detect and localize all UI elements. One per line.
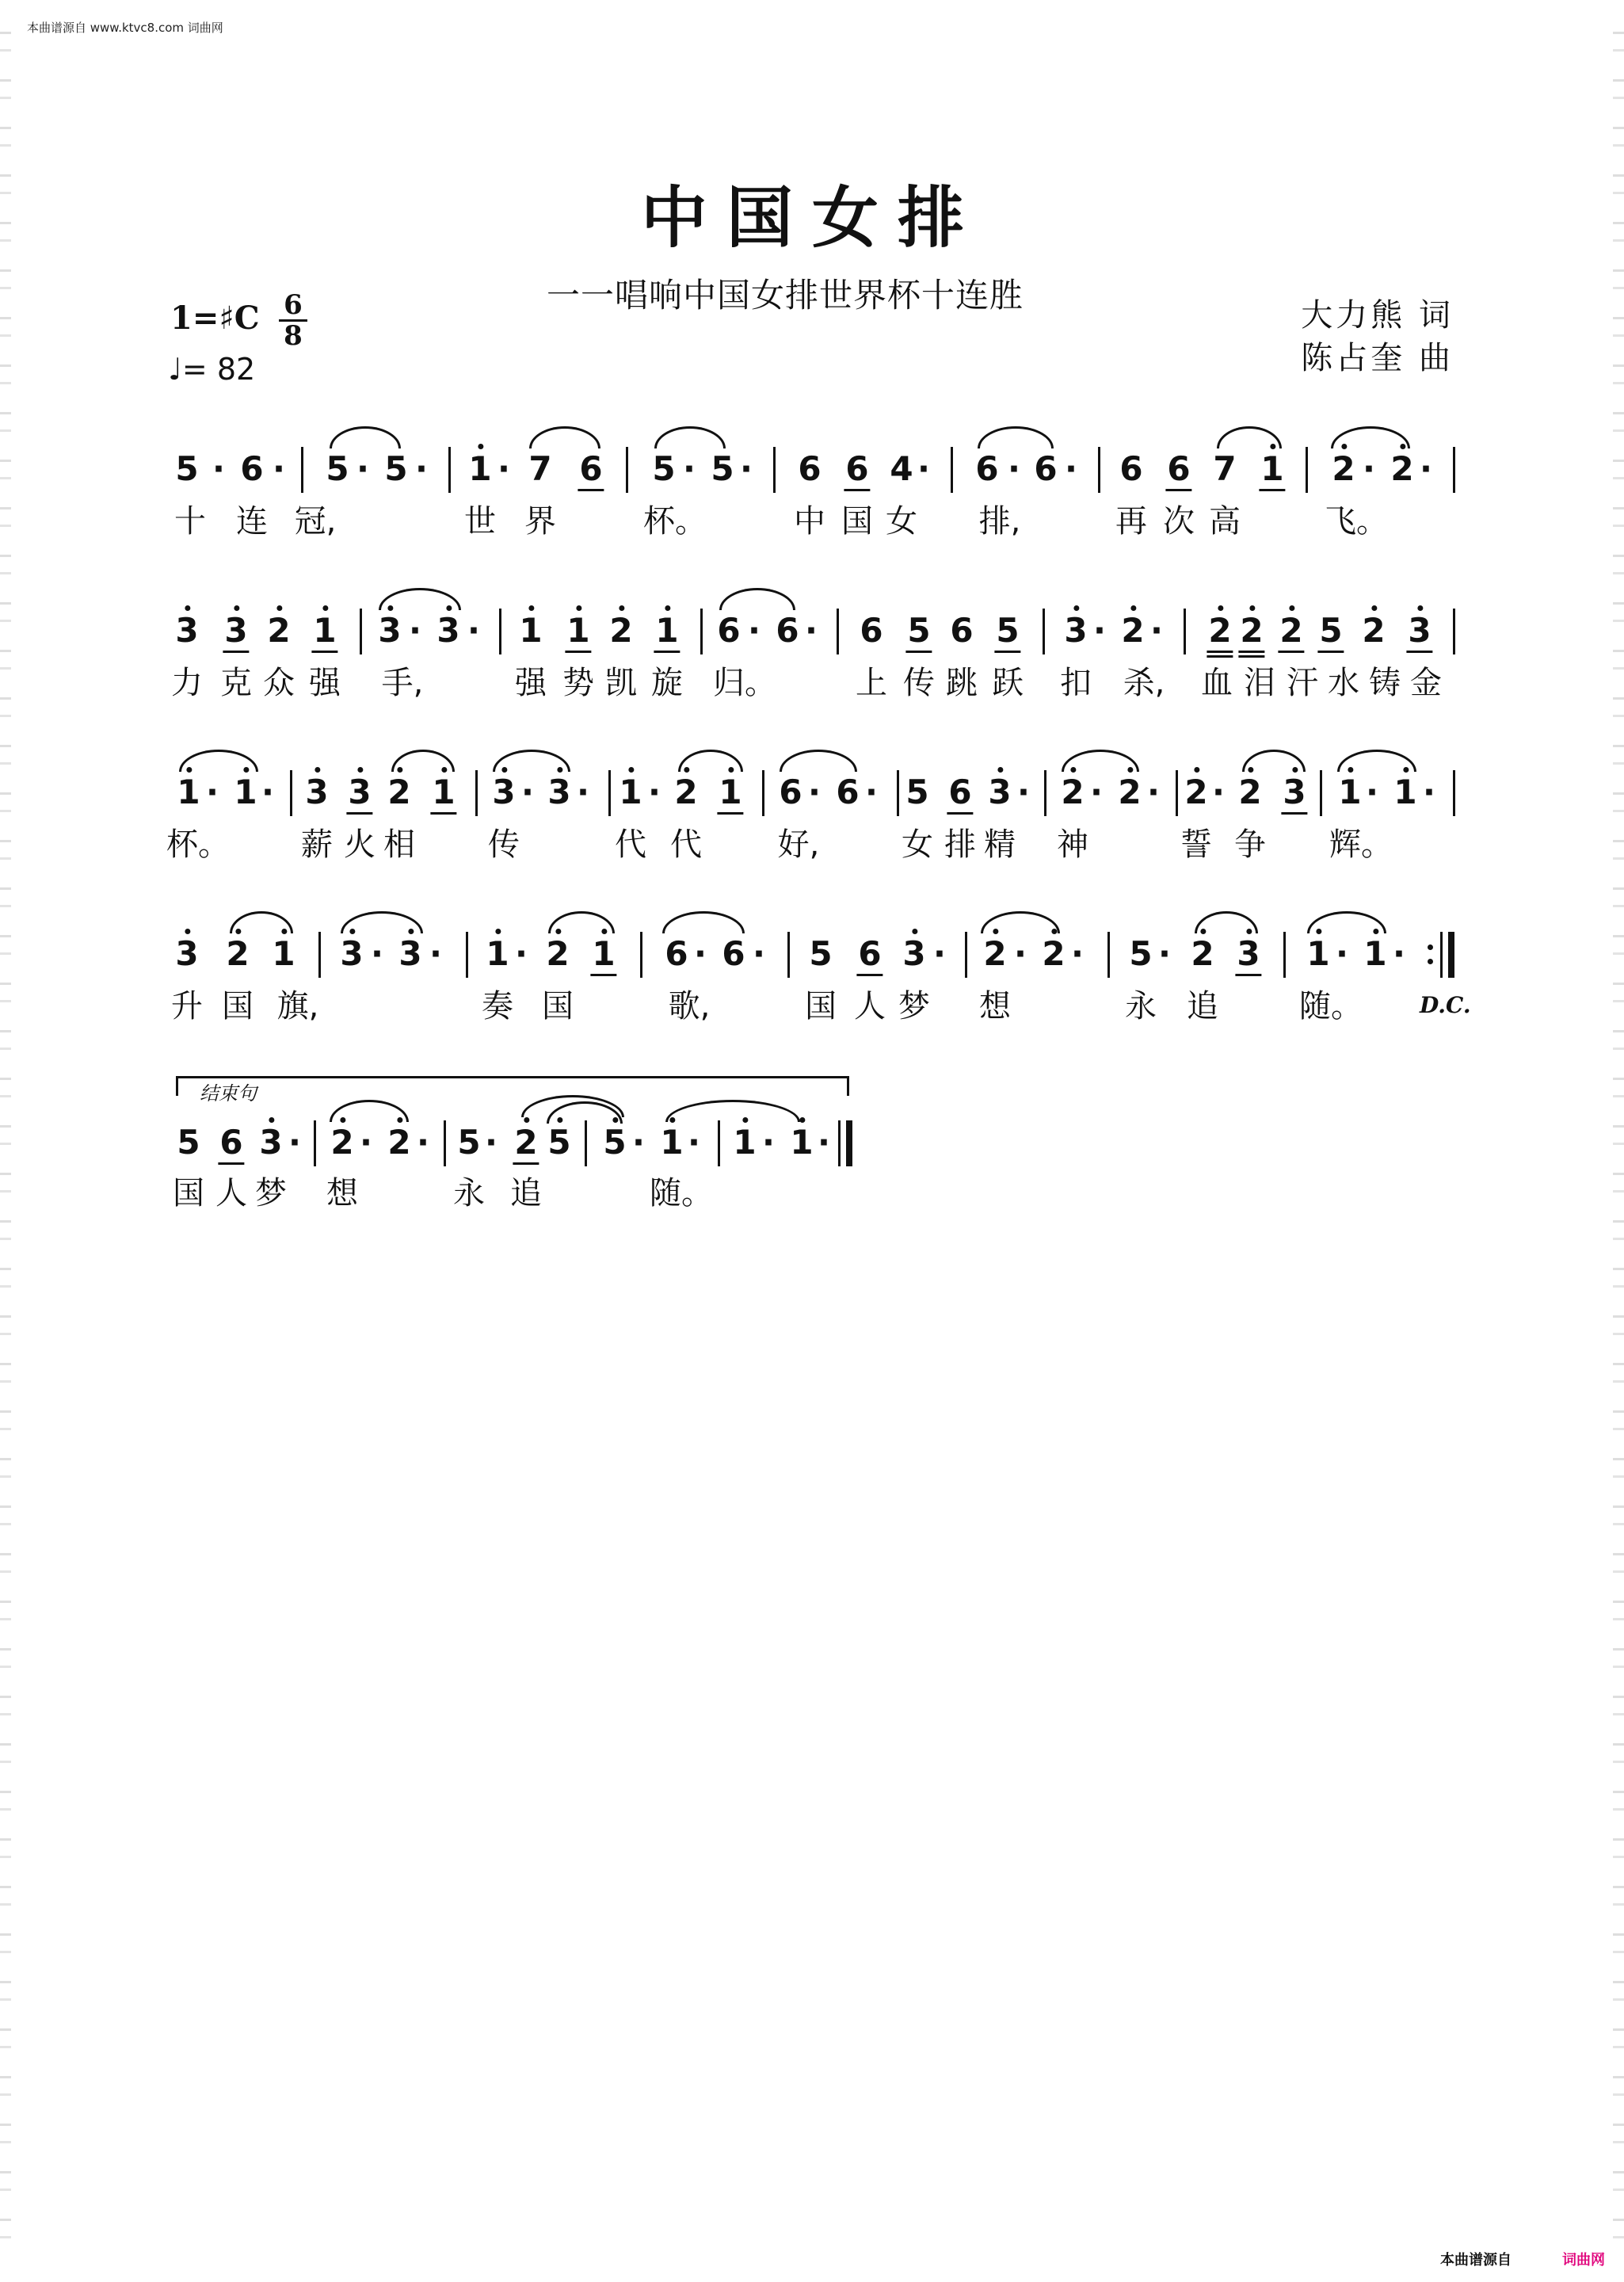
lyric: 追: [510, 1175, 542, 1212]
note: 5: [603, 1124, 626, 1162]
lyric: 国: [173, 1175, 204, 1212]
lyric: 国: [805, 988, 837, 1025]
barline: [1044, 770, 1046, 816]
lyric: 强: [515, 665, 547, 701]
dot: ·: [748, 611, 761, 650]
dot: ·: [818, 1123, 830, 1162]
barline: [1098, 447, 1100, 493]
tempo-mark: ♩= 82: [168, 352, 256, 387]
lyric: 想: [979, 988, 1011, 1025]
key-signature: 1=♯C: [170, 300, 260, 337]
lyric: 世: [464, 503, 496, 540]
note: 2: [1279, 612, 1302, 650]
note: 2: [674, 773, 697, 811]
ending-bracket: [176, 1076, 849, 1096]
barline: [762, 770, 764, 816]
dot: ·: [1420, 449, 1432, 488]
note: 2: [330, 1124, 353, 1162]
lyrics-row-4: [0, 989, 1624, 1060]
lyric: 国: [222, 988, 254, 1025]
note: 3: [348, 773, 371, 811]
barline: [1107, 932, 1110, 978]
note: 1: [272, 935, 295, 973]
final-barline: [1448, 932, 1454, 978]
note: 3: [988, 773, 1011, 811]
dot: ·: [497, 449, 510, 488]
lyric: 势: [562, 665, 594, 701]
note: 1: [660, 1124, 683, 1162]
lyric: 手,: [381, 665, 424, 701]
note: 5: [175, 449, 199, 488]
lyric: 旋: [651, 665, 683, 701]
barline: [1453, 447, 1455, 493]
note: 1: [313, 612, 336, 650]
note: 2: [1118, 773, 1141, 811]
lyrics-row-2: [0, 666, 1624, 737]
note: 2: [1332, 450, 1355, 488]
note: 6: [240, 449, 264, 488]
note: 1: [177, 773, 200, 811]
barline: [965, 932, 967, 978]
footer-source-label: 本曲谱源自: [1440, 2252, 1512, 2269]
note: 1: [1363, 935, 1386, 973]
time-signature: [279, 289, 307, 352]
note: 1: [733, 1124, 756, 1162]
note: 2: [387, 1124, 410, 1162]
note: 3: [259, 1124, 282, 1162]
lyric: 传: [903, 665, 935, 701]
barline: [301, 447, 303, 493]
note: 3: [1237, 935, 1260, 973]
time-sig-bottom: 8: [284, 320, 303, 352]
ending-label: 结束句: [200, 1082, 257, 1105]
note: 6: [776, 611, 799, 650]
slur: [665, 1100, 800, 1122]
dot: ·: [485, 1123, 497, 1162]
lyric: 誓: [1180, 826, 1212, 863]
lyric: 上: [856, 665, 887, 701]
barline: [1283, 932, 1286, 978]
note: 5: [1129, 934, 1153, 973]
note: 6: [858, 935, 881, 973]
barline: [951, 447, 953, 493]
barline: [318, 932, 321, 978]
note: 6: [1034, 449, 1058, 488]
slur: [662, 911, 745, 933]
slur: [529, 426, 600, 448]
note: 3: [175, 935, 198, 973]
lyrics-row-1: [0, 504, 1624, 575]
barline: [1043, 609, 1045, 654]
dot: ·: [1093, 611, 1106, 650]
lyric: 好,: [777, 826, 820, 863]
barline: [1453, 609, 1455, 654]
lyric: 国: [542, 988, 574, 1025]
note: 3: [547, 773, 570, 811]
lyric: 争: [1234, 826, 1266, 863]
barline: [837, 609, 839, 654]
lyric: 众: [263, 665, 295, 701]
note: 1: [592, 935, 615, 973]
note: 2: [546, 935, 569, 973]
lyric: 精: [984, 826, 1016, 863]
note: 1: [519, 612, 542, 650]
lyric: 汗: [1287, 665, 1318, 701]
dot: ·: [273, 449, 285, 488]
lyric: 代: [670, 826, 702, 863]
dot: ·: [1014, 934, 1027, 973]
note: 3: [378, 612, 401, 650]
note: 2: [609, 612, 632, 650]
barline: [897, 770, 899, 816]
lyric: 扣: [1060, 665, 1092, 701]
note: 3: [1064, 612, 1087, 650]
barline: [626, 447, 628, 493]
note: 5: [711, 449, 734, 488]
note: 5: [1319, 612, 1342, 650]
barline: [838, 1120, 841, 1166]
note: 2: [387, 773, 410, 811]
note: 5: [905, 773, 929, 811]
note: 5: [652, 449, 676, 488]
lyric: 金: [1410, 665, 1442, 701]
dot: ·: [429, 934, 442, 973]
lyric: 追: [1187, 988, 1218, 1025]
note: 6: [717, 611, 741, 650]
lyric: 归。: [713, 665, 776, 701]
barline: [314, 1120, 316, 1166]
dot: ·: [865, 773, 878, 811]
note: 2: [1362, 612, 1385, 650]
lyricist-credit: 大力熊 词: [1301, 297, 1454, 334]
note: 1: [790, 1124, 813, 1162]
lyric: 克: [220, 665, 252, 701]
slur: [719, 588, 795, 610]
barline: [585, 1120, 587, 1166]
note: 3: [436, 612, 459, 650]
note: 3: [492, 773, 515, 811]
lyric: 连: [236, 503, 268, 540]
note: 1: [432, 773, 455, 811]
note: 1: [1393, 773, 1416, 811]
dot: ·: [261, 773, 274, 811]
dot: ·: [415, 449, 428, 488]
note: 6: [1167, 450, 1190, 488]
lyric: 水: [1328, 665, 1359, 701]
barline: [290, 770, 292, 816]
note: 1: [566, 612, 589, 650]
note: 5: [326, 449, 349, 488]
dot: ·: [1158, 934, 1171, 973]
lyric: 再: [1115, 503, 1147, 540]
note: 3: [1283, 773, 1306, 811]
lyric: 旗,: [276, 988, 319, 1025]
song-title: 中国女排: [640, 178, 983, 257]
note: 6: [779, 773, 802, 811]
lyric: 凯: [605, 665, 637, 701]
barline: [700, 609, 703, 654]
lyric: 杯。: [166, 826, 230, 863]
dot: ·: [467, 611, 480, 650]
lyric: 高: [1209, 503, 1241, 540]
note: 2: [1208, 612, 1231, 650]
note: 6: [665, 934, 688, 973]
dot: ·: [1366, 773, 1378, 811]
lyric: 排: [944, 826, 976, 863]
barline: [1184, 609, 1186, 654]
footer-site-link[interactable]: 词曲网: [1562, 2252, 1605, 2269]
barline: [448, 447, 451, 493]
note: 2: [1238, 773, 1261, 811]
note: 6: [798, 449, 822, 488]
lyric: 人: [854, 988, 886, 1025]
lyric: 冠,: [294, 503, 337, 540]
barline: [640, 932, 642, 978]
source-note: 本曲谱源自 www.ktvc8.com 词曲网: [27, 21, 223, 35]
dot: ·: [360, 1123, 372, 1162]
barline: [475, 770, 478, 816]
barline: [1320, 770, 1322, 816]
lyric: 火: [344, 826, 376, 863]
dot: ·: [288, 1123, 301, 1162]
lyric: 传: [488, 826, 520, 863]
lyric: 薪: [301, 826, 333, 863]
lyric: 十: [174, 503, 206, 540]
dot: ·: [417, 1123, 429, 1162]
note: 2: [514, 1124, 537, 1162]
lyric: 排,: [978, 503, 1021, 540]
composer-credit: 陈占奎 曲: [1301, 340, 1454, 376]
lyric: 力: [171, 665, 203, 701]
note: 2: [1191, 935, 1214, 973]
dot: ·: [521, 773, 534, 811]
lyric: 女: [902, 826, 933, 863]
lyrics-row-3: [0, 827, 1624, 899]
dot: ·: [1017, 773, 1030, 811]
dc-mark: D.C.: [1420, 992, 1471, 1018]
lyric: 随。: [650, 1175, 713, 1212]
note: 2: [1184, 773, 1207, 811]
lyric: 中: [794, 503, 825, 540]
dot: ·: [1336, 934, 1348, 973]
lyric: 跃: [992, 665, 1024, 701]
dot: ·: [762, 1123, 775, 1162]
dot: ·: [1065, 449, 1077, 488]
dot: ·: [805, 611, 818, 650]
dot: ·: [1212, 773, 1225, 811]
note: 1: [655, 612, 678, 650]
note: 1: [619, 773, 642, 811]
dot: ·: [694, 934, 707, 973]
lyric: 飞。: [1325, 503, 1388, 540]
lyric: 永: [453, 1175, 485, 1212]
dot: ·: [1071, 934, 1084, 973]
note: 7: [1213, 449, 1237, 488]
dot: ·: [1090, 773, 1103, 811]
note: 6: [722, 934, 745, 973]
dot: ·: [933, 934, 946, 973]
dot: ·: [1147, 773, 1160, 811]
slur: [780, 750, 857, 772]
dot: ·: [409, 611, 421, 650]
dot: ·: [1150, 611, 1163, 650]
barline: [360, 609, 362, 654]
dot: ·: [515, 934, 528, 973]
dot: ·: [371, 934, 383, 973]
dot: ·: [212, 449, 225, 488]
dot: ·: [683, 449, 696, 488]
note: 2: [226, 935, 249, 973]
note: 6: [1119, 449, 1143, 488]
barline: [1453, 770, 1455, 816]
note: 6: [950, 611, 974, 650]
lyric: 女: [886, 503, 917, 540]
note: 2: [1121, 612, 1144, 650]
dot: ·: [917, 449, 930, 488]
note: 2: [1042, 935, 1065, 973]
dot: ·: [632, 1123, 645, 1162]
note: 3: [902, 935, 925, 973]
lyric: 永: [1125, 988, 1157, 1025]
note: 2: [267, 612, 290, 650]
lyric: 杀,: [1123, 665, 1165, 701]
lyric: 代: [615, 826, 646, 863]
note: 4: [890, 449, 913, 488]
note: 3: [1408, 612, 1431, 650]
song-subtitle: 一一唱响中国女排世界杯十连胜: [547, 276, 1024, 315]
note: 5: [996, 612, 1019, 650]
lyric: 升: [171, 988, 203, 1025]
barline: [1176, 770, 1178, 816]
lyrics-row-5: [0, 1176, 1624, 1247]
slur: [654, 426, 726, 448]
lyric: 次: [1163, 503, 1195, 540]
dot: ·: [808, 773, 821, 811]
slur: [330, 426, 401, 448]
dot: ·: [206, 773, 219, 811]
barline: [466, 932, 468, 978]
note: 2: [1390, 450, 1413, 488]
note: 6: [836, 773, 860, 811]
note: 6: [948, 773, 971, 811]
dot: ·: [1363, 449, 1375, 488]
lyric: 奏: [482, 988, 513, 1025]
note: 1: [486, 935, 509, 973]
lyric: 梦: [255, 1175, 287, 1212]
note: 6: [219, 1124, 242, 1162]
lyric: 跳: [946, 665, 978, 701]
note: 2: [1240, 612, 1263, 650]
dot: ·: [1423, 773, 1435, 811]
note: 5: [177, 1123, 200, 1162]
final-barline: [846, 1120, 852, 1166]
lyric: 血: [1201, 665, 1233, 701]
lyric: 强: [309, 665, 341, 701]
lyric: 想: [326, 1175, 358, 1212]
lyric: 国: [841, 503, 873, 540]
barline: [787, 932, 790, 978]
lyric: 界: [524, 503, 556, 540]
note: 1: [234, 773, 257, 811]
note: 3: [305, 773, 328, 811]
note: 1: [468, 450, 491, 488]
barline: [718, 1120, 720, 1166]
note: 3: [224, 612, 247, 650]
note: 7: [528, 449, 552, 488]
note: 5: [809, 934, 833, 973]
lyric: 神: [1057, 826, 1088, 863]
note: 1: [1306, 935, 1329, 973]
lyric: 人: [215, 1175, 247, 1212]
note: 1: [719, 773, 741, 811]
note: 3: [175, 612, 198, 650]
barline: [499, 609, 501, 654]
note: 1: [1338, 773, 1361, 811]
dot: ·: [1393, 934, 1405, 973]
barline: [1306, 447, 1308, 493]
barline: [773, 447, 776, 493]
lyric: 随。: [1299, 988, 1363, 1025]
barline: [608, 770, 611, 816]
dot: ·: [577, 773, 589, 811]
note: 6: [579, 450, 602, 488]
note: 5: [547, 1124, 570, 1162]
note: 6: [860, 611, 883, 650]
barline: [1440, 932, 1443, 978]
dot: ·: [356, 449, 369, 488]
dot: ·: [740, 449, 753, 488]
note: 1: [1260, 450, 1283, 488]
note: 5: [457, 1123, 481, 1162]
lyric: 杯。: [643, 503, 707, 540]
dot: ·: [688, 1123, 700, 1162]
lyric: 铸: [1369, 665, 1401, 701]
note: 2: [983, 935, 1006, 973]
note: 5: [907, 612, 930, 650]
slur: [978, 426, 1054, 448]
note: 2: [1061, 773, 1084, 811]
lyric: 辉。: [1329, 826, 1393, 863]
note: 6: [975, 449, 999, 488]
barline: [444, 1120, 446, 1166]
dot: ·: [753, 934, 765, 973]
note: 3: [398, 935, 421, 973]
note: 3: [340, 935, 363, 973]
lyric: 歌,: [668, 988, 711, 1025]
lyric: 梦: [898, 988, 930, 1025]
note: 5: [384, 449, 408, 488]
lyric: 相: [383, 826, 415, 863]
dot: ·: [648, 773, 661, 811]
note: 6: [845, 450, 868, 488]
dot: ·: [1008, 449, 1020, 488]
lyric: 泪: [1244, 665, 1275, 701]
time-sig-top: 6: [284, 289, 303, 321]
